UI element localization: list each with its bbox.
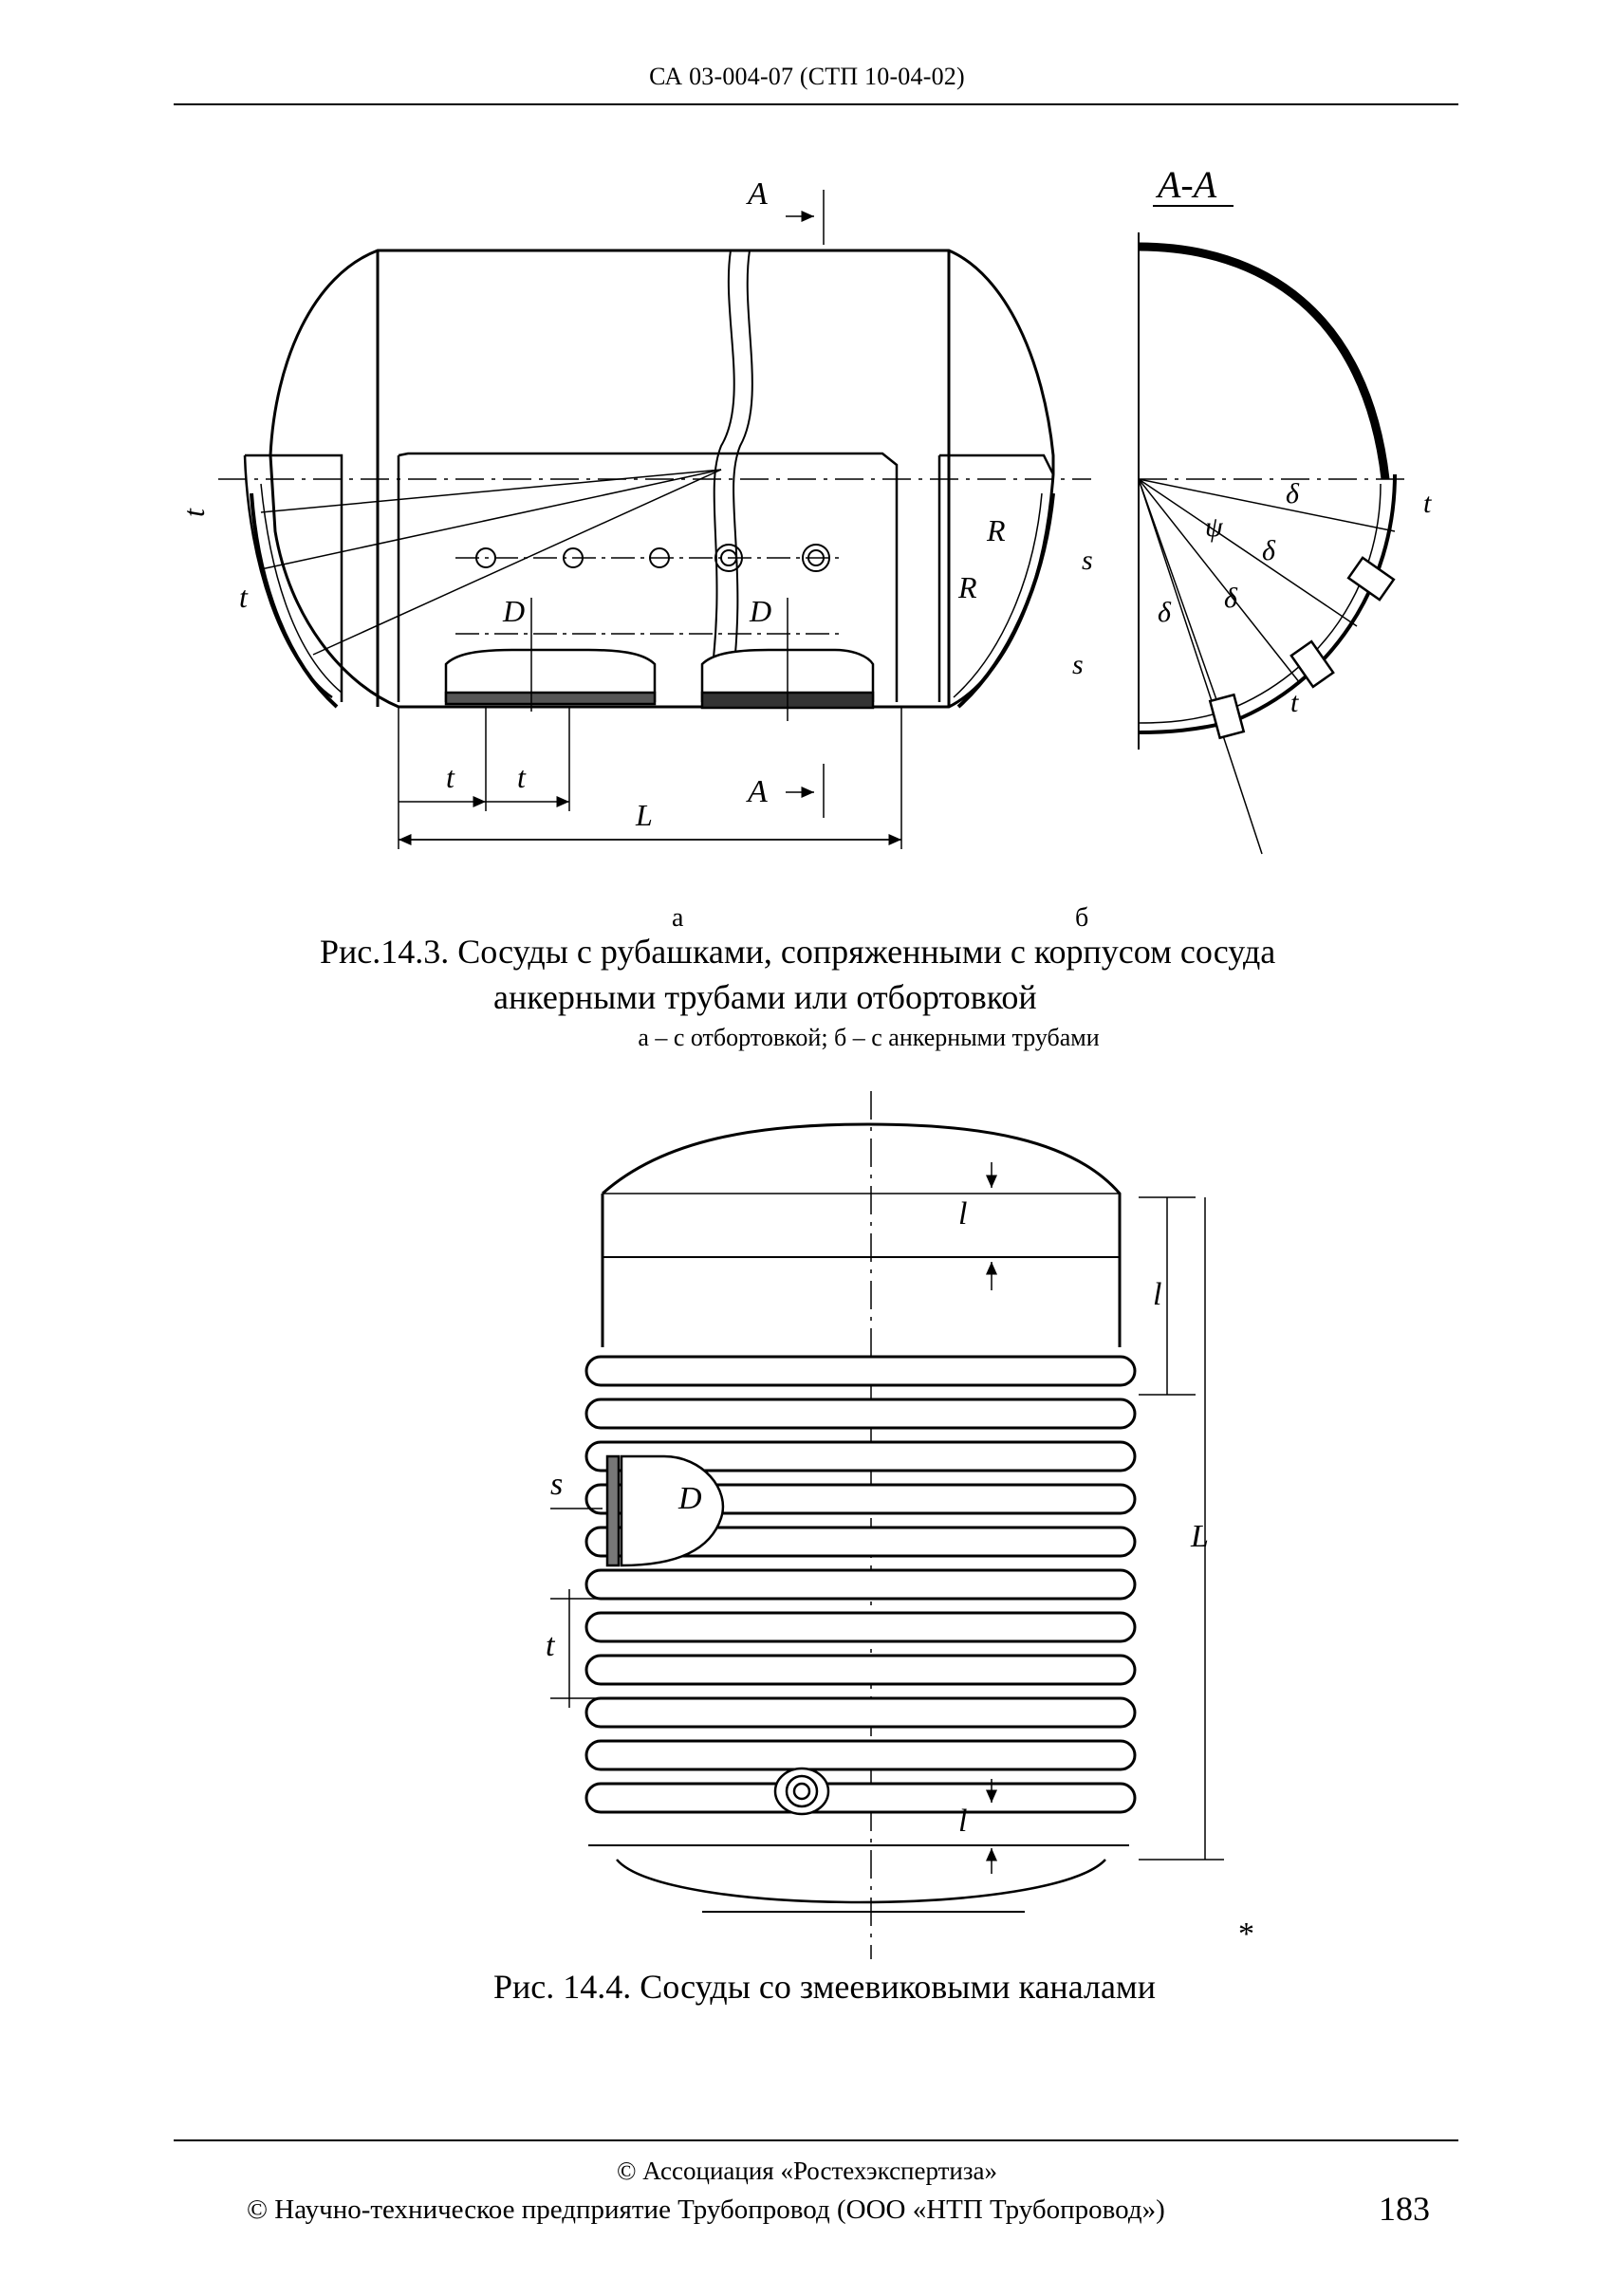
svg-text:t: t (1423, 488, 1432, 519)
subfigure-label-a: а (672, 903, 684, 933)
svg-text:δ: δ (1262, 535, 1275, 566)
figure-14-3-caption-continued: анкерными трубами или отбортовкой (493, 978, 1037, 1016)
figure-14-3-caption: Рис.14.3. Сосуды с рубашками, сопряженными с корпусом сосуда (320, 933, 1276, 971)
asterisk-mark: * (1238, 1916, 1254, 1952)
section-title: A-A (1158, 163, 1217, 206)
footer-association: © Ассоциация «Ростехэкспертиза» (616, 2157, 998, 2185)
subfigure-label-b: б (1075, 903, 1089, 933)
svg-text:ψ: ψ (1205, 511, 1223, 543)
svg-text:δ: δ (1158, 597, 1171, 628)
page-number: 183 (1379, 2190, 1430, 2228)
svg-text:t: t (517, 760, 526, 794)
section-marker-top: A (748, 176, 768, 212)
svg-text:t: t (239, 580, 248, 614)
svg-text:D: D (750, 594, 772, 628)
svg-text:R: R (987, 513, 1006, 547)
svg-text:s: s (1082, 545, 1093, 576)
svg-text:t: t (1290, 687, 1299, 718)
section-marker-bottom: A (748, 774, 768, 809)
svg-text:L: L (1191, 1519, 1209, 1554)
footer-rule (174, 2139, 1458, 2141)
svg-text:D: D (503, 594, 526, 628)
svg-text:δ: δ (1286, 478, 1299, 509)
svg-text:l: l (958, 1804, 968, 1839)
running-header: СА 03-004-07 (СТП 10-04-02) (649, 63, 965, 90)
svg-text:t: t (446, 760, 455, 794)
svg-text:s: s (550, 1467, 564, 1502)
figure-14-4-caption: Рис. 14.4. Сосуды со змеевиковыми каналами (493, 1968, 1156, 2006)
figure-14-3-caption-detail: а – с отбортовкой; б – с анкерными трубами (638, 1024, 1100, 1051)
svg-text:t: t (546, 1628, 555, 1663)
svg-text:D: D (678, 1481, 702, 1516)
svg-text:l: l (958, 1196, 968, 1231)
footer-enterprise: © Научно-техническое предприятие Трубопровод (ООО «НТП Трубопровод») (247, 2194, 1165, 2225)
svg-text:R: R (958, 570, 977, 604)
svg-text:t: t (176, 509, 211, 517)
svg-text:l: l (1153, 1277, 1162, 1312)
svg-text:δ: δ (1224, 583, 1237, 614)
svg-text:s: s (1072, 649, 1084, 680)
svg-text:L: L (636, 798, 653, 832)
